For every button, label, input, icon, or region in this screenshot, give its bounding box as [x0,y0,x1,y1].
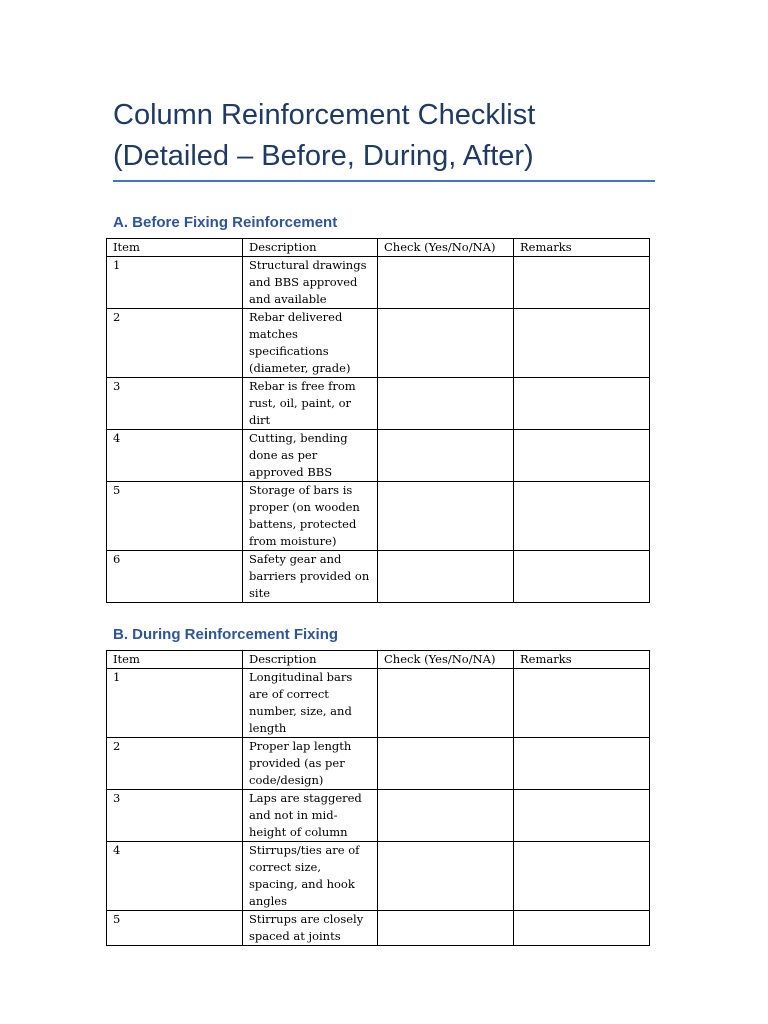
item-number-cell: 4 [107,430,243,482]
item-number-cell: 3 [107,790,243,842]
section-heading-during-fixing: B. During Reinforcement Fixing [113,626,339,643]
check-cell[interactable] [378,669,514,738]
item-number-cell: 1 [107,257,243,309]
item-number-cell: 6 [107,551,243,603]
description-cell: Cutting, bending done as per approved BBS [243,430,378,482]
check-cell[interactable] [378,911,514,946]
table-row [107,257,650,309]
remarks-cell[interactable] [514,842,650,911]
item-number-cell: 1 [107,669,243,738]
description-cell: Rebar is free from rust, oil, paint, or dirt [243,378,378,430]
description-cell: Stirrups/ties are of correct size, spacing, and hook angles [243,842,378,911]
description-cell: Structural drawings and BBS approved and available [243,257,378,309]
item-number-cell: 5 [107,482,243,551]
table-row [107,430,650,482]
column-header-description: Description [243,239,378,257]
column-header-check: Check (Yes/No/NA) [378,239,514,257]
check-cell[interactable] [378,378,514,430]
remarks-cell[interactable] [514,790,650,842]
document-title-line-2: (Detailed – Before, During, After) [113,140,534,172]
check-cell[interactable] [378,551,514,603]
table-row [107,482,650,551]
column-header-remarks: Remarks [514,239,650,257]
column-header-item: Item [107,651,243,669]
column-header-description: Description [243,651,378,669]
remarks-cell[interactable] [514,911,650,946]
table-row [107,309,650,378]
table-row [107,378,650,430]
description-cell: Proper lap length provided (as per code/design) [243,738,378,790]
checklist-table-before-fixing [106,238,650,603]
description-cell: Safety gear and barriers provided on site [243,551,378,603]
item-number-cell: 2 [107,738,243,790]
table-header-row [107,651,650,669]
table-row [107,790,650,842]
description-cell: Longitudinal bars are of correct number, size, and length [243,669,378,738]
remarks-cell[interactable] [514,551,650,603]
column-header-remarks: Remarks [514,651,650,669]
description-cell: Stirrups are closely spaced at joints [243,911,378,946]
remarks-cell[interactable] [514,378,650,430]
table-row [107,551,650,603]
checklist-table-during-fixing [106,650,650,946]
table-row [107,669,650,738]
item-number-cell: 4 [107,842,243,911]
item-number-cell: 3 [107,378,243,430]
remarks-cell[interactable] [514,738,650,790]
title-underline [113,180,655,182]
description-cell: Laps are staggered and not in mid-height of column [243,790,378,842]
table-row [107,911,650,946]
table-header-row [107,239,650,257]
check-cell[interactable] [378,482,514,551]
table-row [107,842,650,911]
document-title [113,95,673,177]
remarks-cell[interactable] [514,257,650,309]
check-cell[interactable] [378,257,514,309]
check-cell[interactable] [378,738,514,790]
check-cell[interactable] [378,430,514,482]
item-number-cell: 5 [107,911,243,946]
column-header-check: Check (Yes/No/NA) [378,651,514,669]
check-cell[interactable] [378,842,514,911]
document-title-line-1: Column Reinforcement Checklist [113,99,536,131]
section-heading-before-fixing: A. Before Fixing Reinforcement [113,214,338,231]
remarks-cell[interactable] [514,669,650,738]
column-header-item: Item [107,239,243,257]
check-cell[interactable] [378,309,514,378]
table-row [107,738,650,790]
item-number-cell: 2 [107,309,243,378]
remarks-cell[interactable] [514,482,650,551]
check-cell[interactable] [378,790,514,842]
description-cell: Rebar delivered matches specifications (diameter, grade) [243,309,378,378]
description-cell: Storage of bars is proper (on wooden battens, protected from moisture) [243,482,378,551]
remarks-cell[interactable] [514,309,650,378]
remarks-cell[interactable] [514,430,650,482]
